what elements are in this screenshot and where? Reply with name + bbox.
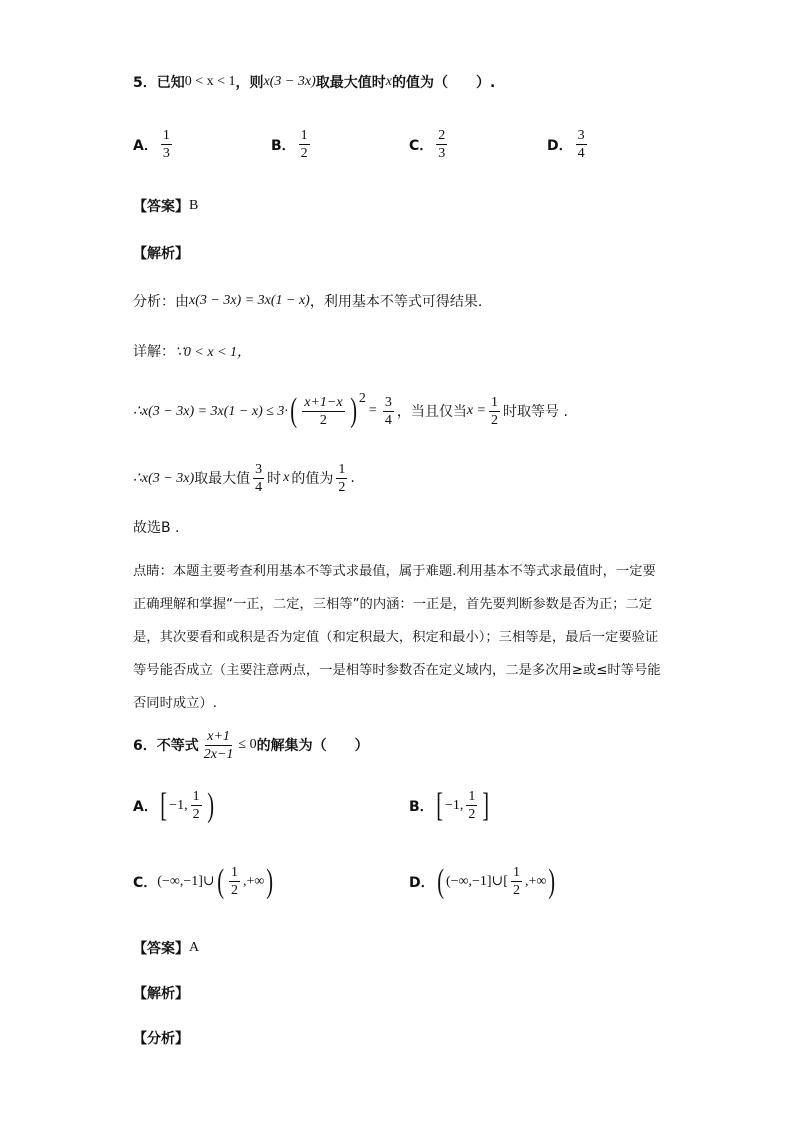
q5-stem	[133, 70, 495, 94]
q5-step1-x-value: $\frac{1}{2}$	[491, 394, 498, 428]
q5-condition: 0 < x < 1	[184, 74, 236, 89]
q5-analysis-tag: 【解析】	[133, 246, 189, 262]
q5-step2-max: $\frac{3}{4}$	[255, 461, 263, 495]
q5-step1-result: $\frac{3}{4}$	[384, 394, 392, 428]
q5-step2-value: $\frac{1}{2}$	[338, 461, 346, 495]
q5-answer: 【答案】 B	[133, 198, 199, 215]
q6-option-d: D． ( (−∞,−1]∪[ $\frac{1}{2}$ ,+∞ )	[409, 862, 556, 900]
q5-option-c: C． $\frac{2}{3}$	[409, 128, 446, 161]
q6-option-c: C． (−∞,−1]∪ ( $\frac{1}{2}$ ,+∞ )	[133, 862, 274, 900]
q5-choose: 故选B .	[133, 520, 180, 536]
q5-stem-b: ，则	[235, 75, 264, 91]
q5-option-b: B． $\frac{1}{2}$	[271, 128, 308, 161]
q5-number: 5．	[133, 75, 157, 91]
q5-comment: 点睛：本题主要考查利用基本不等式求最值，属于难题.利用基本不等式求最值时，一定要正确理解和掌握“一正，二定，三相等”的内涵：一正是，首先要判断参数是否为正；二定是，其次要看和或积是否为定值（和定积最大，积定和最小）；三相等是，最后一定要验证等号能否成立（主要注意两点，一是相等时参数否在定义域内，二是多次用≥或≤时等号能否同时成立）.	[133, 564, 661, 711]
q5-option-a-fraction: $\frac{1}{3}$	[162, 128, 170, 161]
q6-answer: 【答案】 A	[133, 940, 200, 957]
q6-option-a: A． [ −1, $\frac{1}{2}$ )	[133, 786, 214, 824]
q5-variable: x	[385, 74, 392, 89]
q5-expression: x(3 − 3x)	[263, 74, 316, 89]
q5-option-a: A． $\frac{1}{3}$	[133, 128, 170, 161]
q5-stem-d: 的值为（ ）.	[391, 75, 496, 91]
q5-stem-c: 取最大值时	[315, 75, 386, 91]
q6-analysis-tag: 【解析】	[133, 986, 189, 1002]
q6-fraction: $\frac{x+1}{2x-1}$	[203, 728, 234, 762]
q5-option-b-fraction: $\frac{1}{2}$	[300, 128, 308, 161]
q5-option-c-fraction: $\frac{2}{3}$	[438, 128, 446, 161]
q5-step1-fraction: $\frac{x+1-x}{2}$	[304, 394, 343, 428]
q5-stem-a: 已知	[156, 75, 185, 91]
q5-step2: ∴x(3 − 3x) 取最大值 $\frac{3}{4}$ 时 x 的值为 $\frac{1}{2}$ .	[133, 461, 355, 495]
q5-xiangjie: 详解： ∵0 < x < 1，	[133, 344, 252, 360]
q6-number: 6．	[133, 738, 157, 754]
q6-stem: 6． 不等式 $\frac{x+1}{2x-1}$ ≤ 0 的解集为（ ）	[133, 728, 369, 762]
q6-option-b: B． [ −1, $\frac{1}{2}$ ]	[409, 786, 490, 824]
q6-fenxi-tag: 【分析】	[133, 1031, 189, 1047]
q5-option-d-fraction: $\frac{3}{4}$	[577, 128, 585, 161]
q5-step1: ∴x(3 − 3x) = 3x(1 − x) ≤ 3· ( $\frac{x+1-x}{2}$ ) 2 = $\frac{3}{4}$ ，当且仅当 x = $\frac{1}{2}$ 时取等号 .	[133, 391, 568, 429]
q5-fenxi: 分析：由 x(3 − 3x) = 3x(1 − x) ，利用基本不等式可得结果.	[133, 293, 483, 310]
q5-option-d: D． $\frac{3}{4}$	[547, 128, 585, 161]
